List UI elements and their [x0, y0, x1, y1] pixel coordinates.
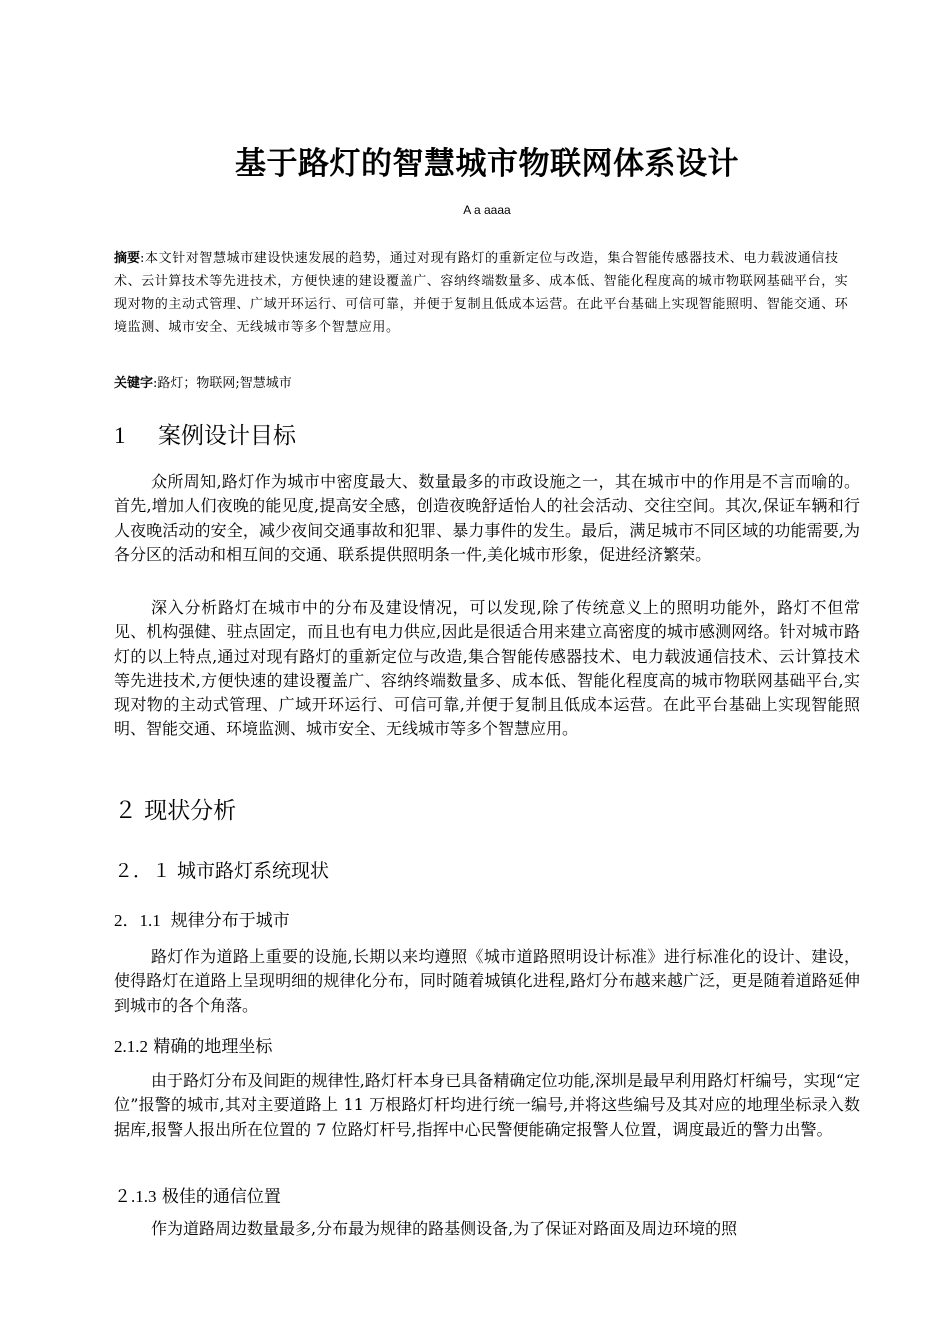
abstract-label: 摘要: [114, 251, 141, 266]
author-line: A a aaaa: [463, 203, 511, 217]
section-1-paragraph-2: 深入分析路灯在城市中的分布及建设情况，可以发现,除了传统意义上的照明功能外，路灯不但常见、机构强健、驻点固定，而且也有电力供应,因此是很适合用来建立高密度的城市感测网络。针对城市路灯的以上特点,通过对现有路灯的重新定位与改造,集合智能传感器技术、电力载波通信技术、云计算技术等先进技术,方便快速的建设覆盖广、容纳终端数量多、成本低、智能化程度高的城市物联网基础平台,实现对物的主动式管理、广域开环运行、可信可靠,并便于复制且低成本运营。在此平台基础上实现智能照明、智能交通、环境监测、城市安全、无线城市等多个智慧应用。: [114, 598, 860, 739]
section-2-1-2-heading: [114, 1032, 272, 1057]
section-2-1-2-paragraph: 由于路灯分布及间距的规律性,路灯杆本身已具备精确定位功能,深圳是最早利用路灯杆编号，实现“定位”报警的城市,其对主要道路上 11 万根路灯杆均进行统一编号,并将这些编号及其对应的地理坐标录入数据库,报警人报出所在位置的 7 位路灯杆号,指挥中心民警便能确定报警人位置，调度最近的警力出警。: [114, 1071, 860, 1139]
section-1-number: 1: [114, 423, 126, 448]
abstract-text: :本文针对智慧城市建设快速发展的趋势，通过对现有路灯的重新定位与改造，集合智能传感器技术、电力载波通信技术、云计算技术等先进技术，方便快速的建设覆盖广、容纳终端数量多、成本低、智能化程度高的城市物联网基础平台，实现对物的主动式管理、广域开环运行、可信可靠，并便于复制且低成本运营。在此平台基础上实现智能照明、智能交通、环境监测、城市安全、无线城市等多个智慧应用。: [114, 251, 849, 335]
section-2-1-3-paragraph: 作为道路周边数量最多,分布最为规律的路基侧设备,为了保证对路面及周边环境的照: [151, 1219, 738, 1238]
section-2-1-2-title: 精确的地理坐标: [153, 1037, 273, 1057]
paper-title: 基于路灯的智慧城市物联网体系设计: [235, 146, 739, 182]
section-2-1-1-number: 2．1.1: [114, 911, 161, 930]
section-2-heading: ２ 现状分析: [114, 798, 237, 824]
section-2-1-heading: ２．１ 城市路灯系统现状: [114, 860, 330, 882]
section-2-1-3-heading: [114, 1182, 281, 1207]
section-2-1-3-title: 极佳的通信位置: [161, 1187, 281, 1207]
section-2-1-1-heading: [114, 906, 290, 931]
section-2-1-1-paragraph: 路灯作为道路上重要的设施,长期以来均遵照《城市道路照明设计标准》进行标准化的设计、建设，使得路灯在道路上呈现明细的规律化分布，同时随着城镇化进程,路灯分布越来越广泛，更是随着道路延伸到城市的各个角落。: [114, 947, 860, 1015]
section-1-paragraph-1: 众所周知,路灯作为城市中密度最大、数量最多的市政设施之一，其在城市中的作用是不言而喻的。首先,增加人们夜晚的能见度,提高安全感，创造夜晚舒适怡人的社会活动、交往空间。其次,保证车辆和行人夜晚活动的安全，减少夜间交通事故和犯罪、暴力事件的发生。最后，满足城市不同区域的功能需要,为各分区的活动和相互间的交通、联系提供照明条一件,美化城市形象，促进经济繁荣。: [114, 472, 860, 564]
document-page: [114, 0, 860, 1344]
section-1-heading: [114, 417, 296, 450]
keywords: [114, 374, 860, 394]
section-2-1-1-title: 规律分布于城市: [170, 911, 290, 931]
section-2-1-3-number: ２.1.3: [114, 1187, 157, 1206]
keywords-text: :路灯；物联网;智慧城市: [153, 376, 292, 391]
section-2-1-2-number: 2.1.2: [114, 1037, 148, 1056]
abstract: [114, 247, 860, 339]
section-1-title: 案例设计目标: [158, 423, 296, 449]
keywords-label: 关键字: [114, 376, 154, 391]
